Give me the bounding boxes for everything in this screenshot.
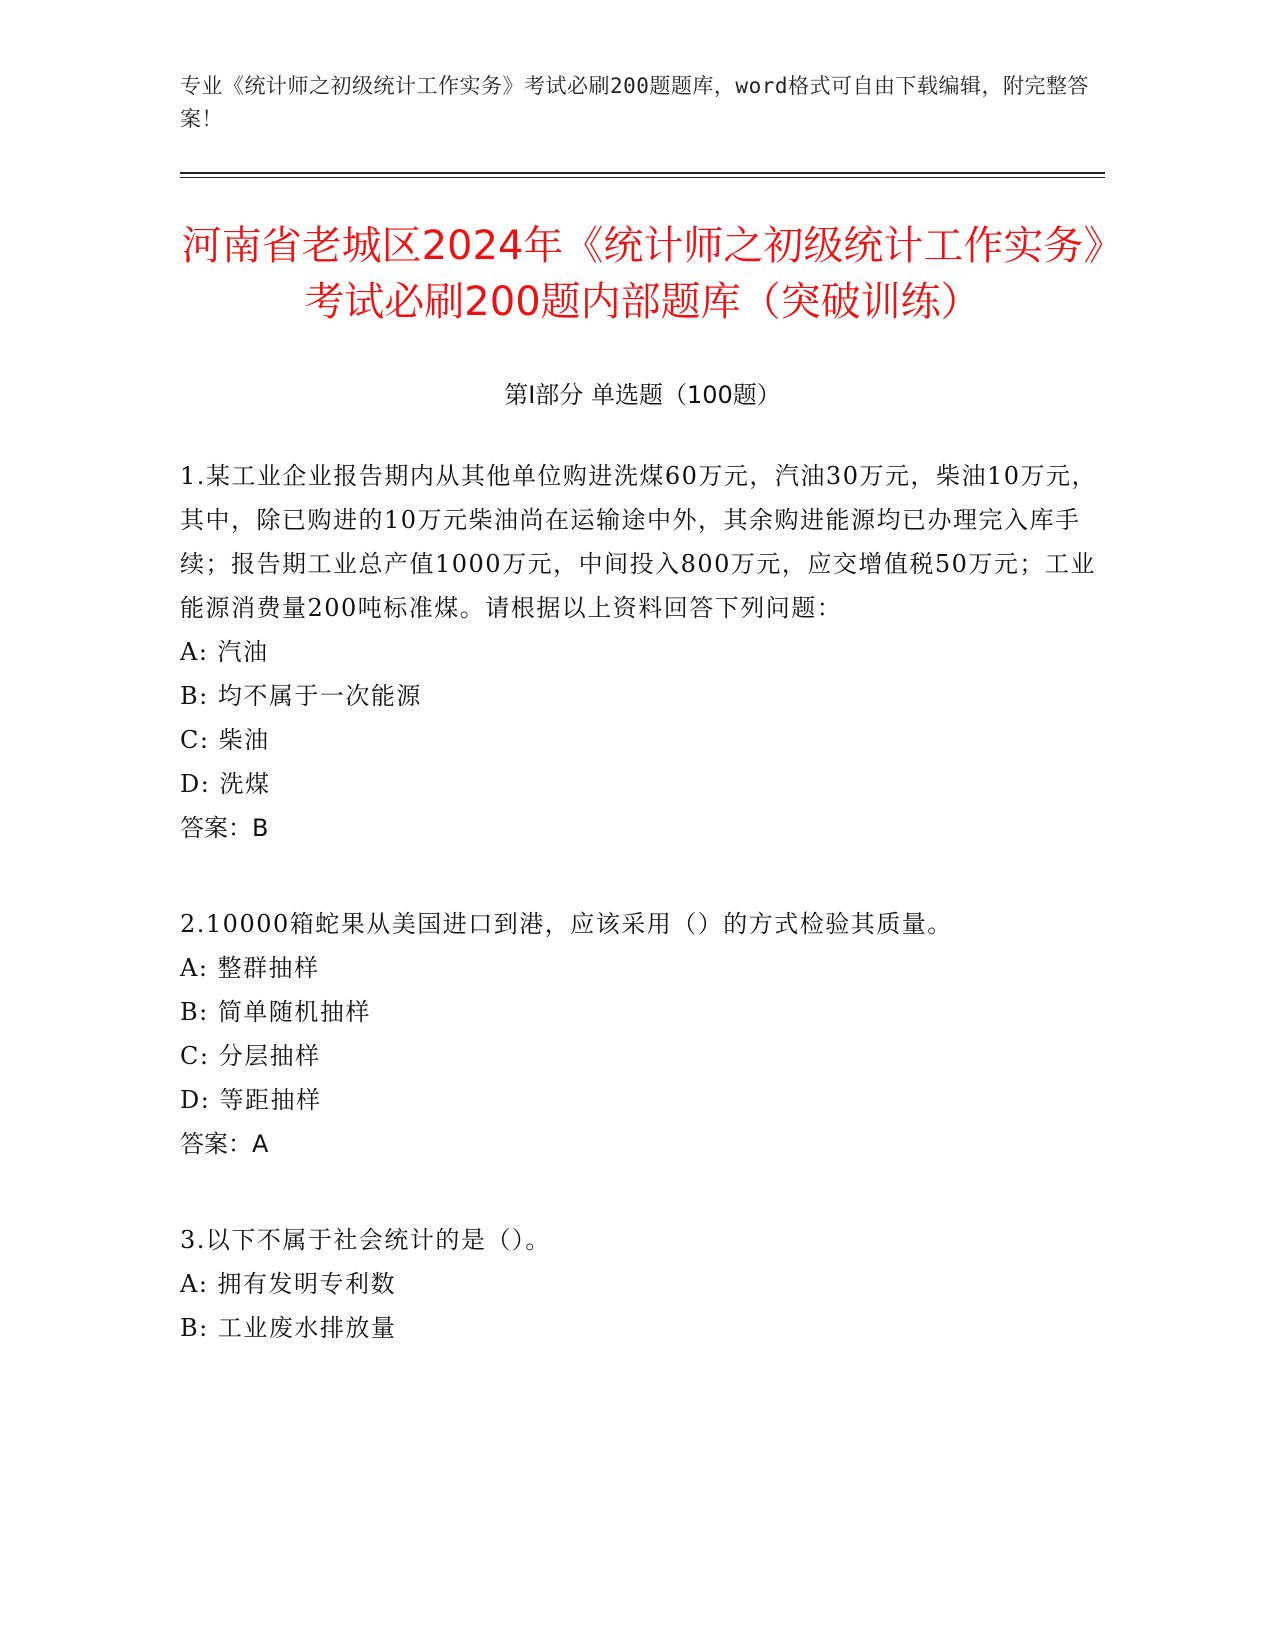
document-title: 河南省老城区2024年《统计师之初级统计工作实务》考试必刷200题内部题库（突破训练）	[181, 223, 1104, 325]
header-note: 专业《统计师之初级统计工作实务》考试必刷200题题库，word格式可自由下载编辑，附完整答案！	[180, 74, 1089, 131]
option-b: B: 简单随机抽样	[180, 998, 371, 1026]
divider-thick-line	[180, 172, 1105, 174]
question-stem: 2.10000箱蛇果从美国进口到港，应该采用（）的方式检验其质量。	[180, 910, 953, 938]
question-answer: 答案：B	[180, 814, 269, 842]
question-2	[180, 902, 1105, 1166]
option-c: C: 分层抽样	[180, 1042, 321, 1070]
option-c: C: 柴油	[180, 726, 270, 754]
option-d: D: 洗煤	[180, 770, 271, 798]
option-b: B: 工业废水排放量	[180, 1314, 397, 1342]
option-b: B: 均不属于一次能源	[180, 682, 422, 710]
option-a: A: 汽油	[180, 638, 269, 666]
document-page	[180, 70, 1105, 1402]
question-stem: 3.以下不属于社会统计的是（）。	[180, 1226, 551, 1254]
question-1	[180, 454, 1105, 850]
question-answer: 答案：A	[180, 1130, 269, 1158]
question-stem: 1.某工业企业报告期内从其他单位购进洗煤60万元，汽油30万元，柴油10万元，其中，除已购进的10万元柴油尚在运输途中外，其余购进能源均已办理完入库手续；报告期工业总产值1000万元，中间投入800万元，应交增值税50万元；工业能源消费量200吨标准煤。请根据以上资料回答下列问题：	[180, 462, 1098, 622]
option-d: D: 等距抽样	[180, 1086, 322, 1114]
question-list	[180, 454, 1105, 1350]
header-divider	[180, 172, 1105, 178]
divider-thin-line	[180, 177, 1105, 178]
section-title: 第I部分 单选题（100题）	[504, 381, 781, 409]
question-3	[180, 1218, 1105, 1350]
option-a: A: 整群抽样	[180, 954, 320, 982]
option-a: A: 拥有发明专利数	[180, 1270, 397, 1298]
